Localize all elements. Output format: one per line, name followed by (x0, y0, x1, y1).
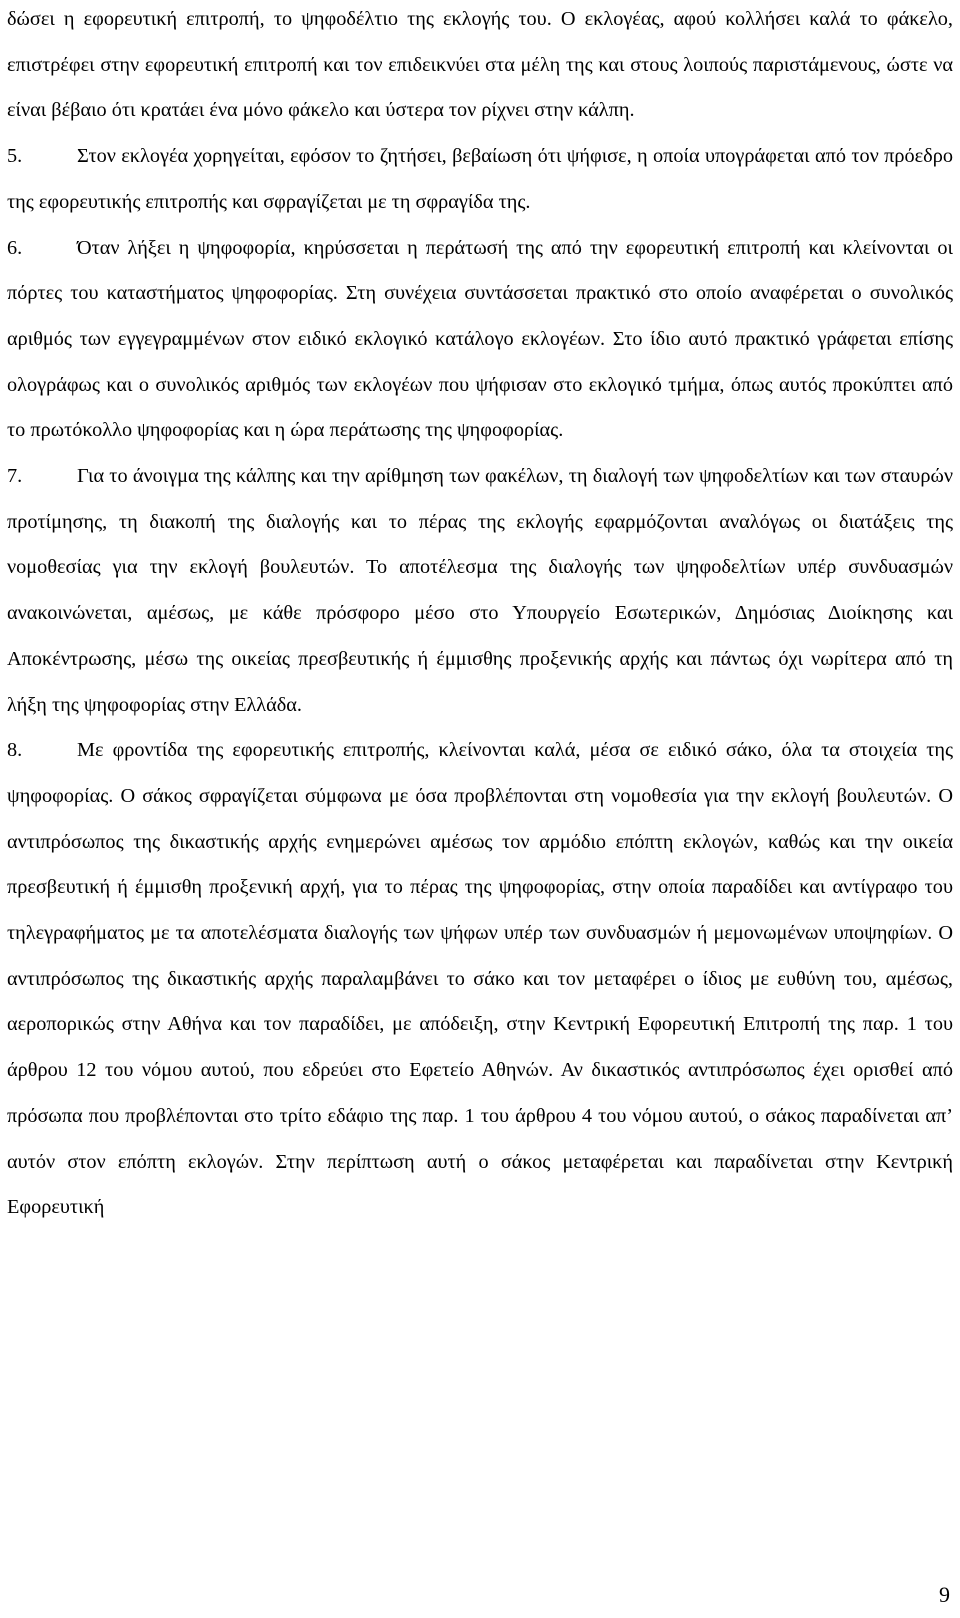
paragraph-number: 5. (7, 145, 23, 168)
paragraph-text: Με φροντίδα της εφορευτικής επιτροπής, κλείνονται καλά, μέσα σε ειδικό σάκο, όλα τα στοιχεία της ψηφοφορίας. Ο σάκος σφραγίζεται σύμφωνα με όσα προβλέπονται στη νομοθεσία για την εκλογή βουλευτών. Ο αντιπρόσωπος της δικαστικής αρχής ενημερώνει αμέσως τον αρμόδιο επόπτη εκλογών, καθώς και την οικεία πρεσβευτική ή έμμισθη προξενική αρχή, για το πέρας της ψηφοφορίας, στην οποία παραδίδει και αντίγραφο του τηλεγραφήματος με τα αποτελέσματα διαλογής των ψήφων υπέρ των συνδυασμών ή μεμονωμένων υποψηφίων. Ο αντιπρόσωπος της δικαστικής αρχής παραλαμβάνει το σάκο και τον μεταφέρει ο ίδιος με ευθύνη του, αμέσως, αεροπορικώς στην Αθήνα και τον παραδίδει, με απόδειξη, στην Κεντρική Εφορευτική Επιτροπή της παρ. 1 του άρθρου 12 του νόμου αυτού, που εδρεύει στο Εφετείο Αθηνών. Αν δικαστικός αντιπρόσωπος έχει ορισθεί από πρόσωπα που προβλέπονται στο τρίτο εδάφιο της παρ. 1 του άρθρου 4 του νόμου αυτού, ο σάκος παραδίνεται απ’ αυτόν στον επόπτη εκλογών. Στην περίπτωση αυτή ο σάκος μεταφέρεται και παραδίνεται στην Κεντρική Εφορευτική (7, 739, 953, 1219)
paragraph-text: Στον εκλογέα χορηγείται, εφόσον το ζητήσει, βεβαίωση ότι ψήφισε, η οποία υπογράφεται από τον πρόεδρο της εφορευτικής επιτροπής και σφραγίζεται με τη σφραγίδα της. (7, 145, 953, 213)
paragraph-8 (7, 728, 953, 1231)
paragraph-number: 8. (7, 739, 23, 762)
paragraph-text: Για το άνοιγμα της κάλπης και την αρίθμηση των φακέλων, τη διαλογή των ψηφοδελτίων και των σταυρών προτίμησης, τη διακοπή της διαλογής και το πέρας της εκλογής εφαρμόζονται αναλόγως οι διατάξεις της νομοθεσίας για την εκλογή βουλευτών. Το αποτέλεσμα της διαλογής των ψηφοδελτίων υπέρ συνδυασμών ανακοινώνεται, αμέσως, με κάθε πρόσφορο μέσο στο Υπουργείο Εσωτερικών, Δημόσιας Διοίκησης και Αποκέντρωσης, μέσω της οικείας πρεσβευτικής ή έμμισθης προξενικής αρχής και πάντως όχι νωρίτερα από τη λήξη της ψηφοφορίας στην Ελλάδα. (7, 465, 953, 716)
paragraph-text: δώσει η εφορευτική επιτροπή, το ψηφοδέλτιο της εκλογής του. Ο εκλογέας, αφού κολλήσει καλά το φάκελο, επιστρέφει στην εφορευτική επιτροπή και τον επιδεικνύει στα μέλη της και στους λοιπούς παριστάμενους, ώστε να είναι βέβαιο ότι κρατάει ένα μόνο φάκελο και ύστερα τον ρίχνει στην κάλπη. (7, 8, 953, 122)
paragraph-text: Όταν λήξει η ψηφοφορία, κηρύσσεται η περάτωσή της από την εφορευτική επιτροπή και κλείνονται οι πόρτες του καταστήματος ψηφοφορίας. Στη συνέχεια συντάσσεται πρακτικό στο οποίο αναφέρεται ο συνολικός αριθμός των εγγεγραμμένων στον ειδικό εκλογικό κατάλογο εκλογέων. Στο ίδιο αυτό πρακτικό γράφεται επίσης ολογράφως και ο συνολικός αριθμός των εκλογέων που ψήφισαν στο εκλογικό τμήμα, όπως αυτός προκύπτει από το πρωτόκολλο ψηφοφορίας και η ώρα περάτωσης της ψηφοφορίας. (7, 236, 953, 442)
page-number: 9 (939, 1582, 950, 1607)
paragraph-number: 7. (7, 465, 23, 488)
paragraph-5 (7, 134, 953, 225)
body-text (7, 0, 953, 1231)
paragraph-7 (7, 454, 953, 728)
paragraph-continuation (7, 0, 953, 134)
paragraph-number: 6. (7, 236, 23, 259)
paragraph-6 (7, 226, 953, 455)
